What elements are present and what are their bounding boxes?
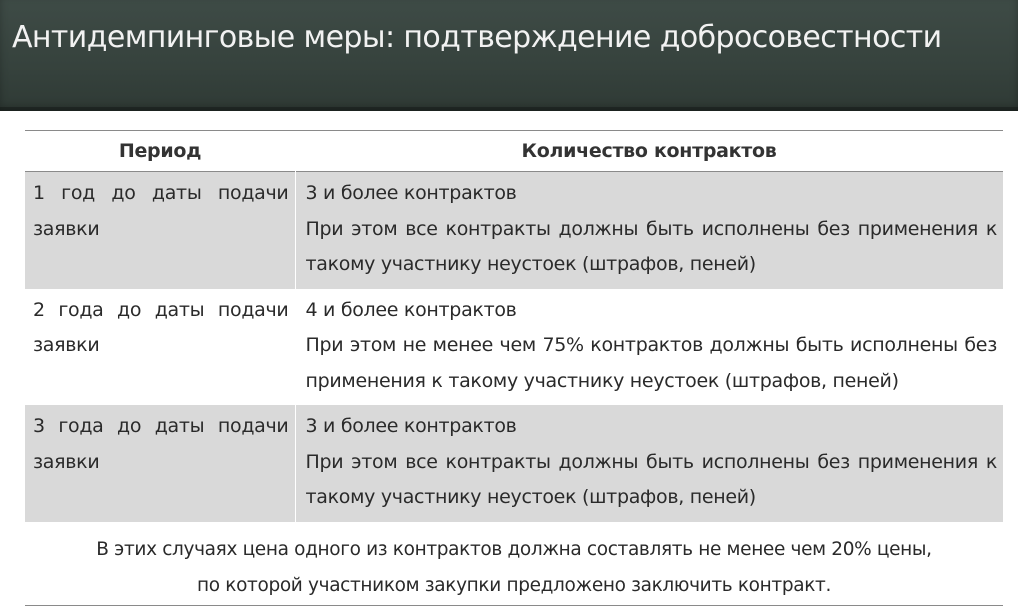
contracts-cell bbox=[295, 289, 1003, 406]
page-title: Антидемпинговые меры: подтверждение добросовестности bbox=[12, 20, 942, 55]
contract-note: При этом все контракты должны быть исполнены без применения к такому участнику неустоек (штрафов, пеней) bbox=[305, 217, 997, 275]
period-cell: 1 год до даты подачи заявки bbox=[25, 172, 295, 289]
footnote-line-1: В этих случаях цена одного из контрактов должна составлять не менее чем 20% цены, bbox=[96, 539, 932, 560]
table-header-row bbox=[25, 131, 1003, 172]
footnote-line-2: по которой участником закупки предложено заключить контракт. bbox=[197, 574, 831, 596]
table-row bbox=[25, 405, 1003, 522]
period-cell: 2 года до даты подачи заявки bbox=[25, 289, 295, 406]
contract-count: 3 и более контрактов bbox=[305, 415, 517, 437]
header-period: Период bbox=[118, 140, 202, 162]
contract-count: 3 и более контрактов bbox=[305, 182, 517, 204]
contracts-cell bbox=[295, 405, 1003, 522]
footnote bbox=[25, 532, 1003, 606]
contract-count: 4 и более контрактов bbox=[305, 298, 517, 321]
contract-note: При этом не менее чем 75% контрактов должны быть исполнены без применения к такому участнику неустоек (штрафов, пеней) bbox=[305, 334, 997, 392]
period-cell: 3 года до даты подачи заявки bbox=[25, 405, 295, 522]
contract-note: При этом все контракты должны быть исполнены без применения к такому участнику неустоек (штрафов, пеней) bbox=[305, 450, 997, 508]
table-row bbox=[25, 172, 1003, 289]
header-contracts: Количество контрактов bbox=[521, 140, 777, 162]
table-row bbox=[25, 289, 1003, 406]
contracts-cell bbox=[295, 172, 1003, 289]
contracts-table bbox=[25, 130, 1003, 522]
title-banner bbox=[0, 0, 1018, 111]
